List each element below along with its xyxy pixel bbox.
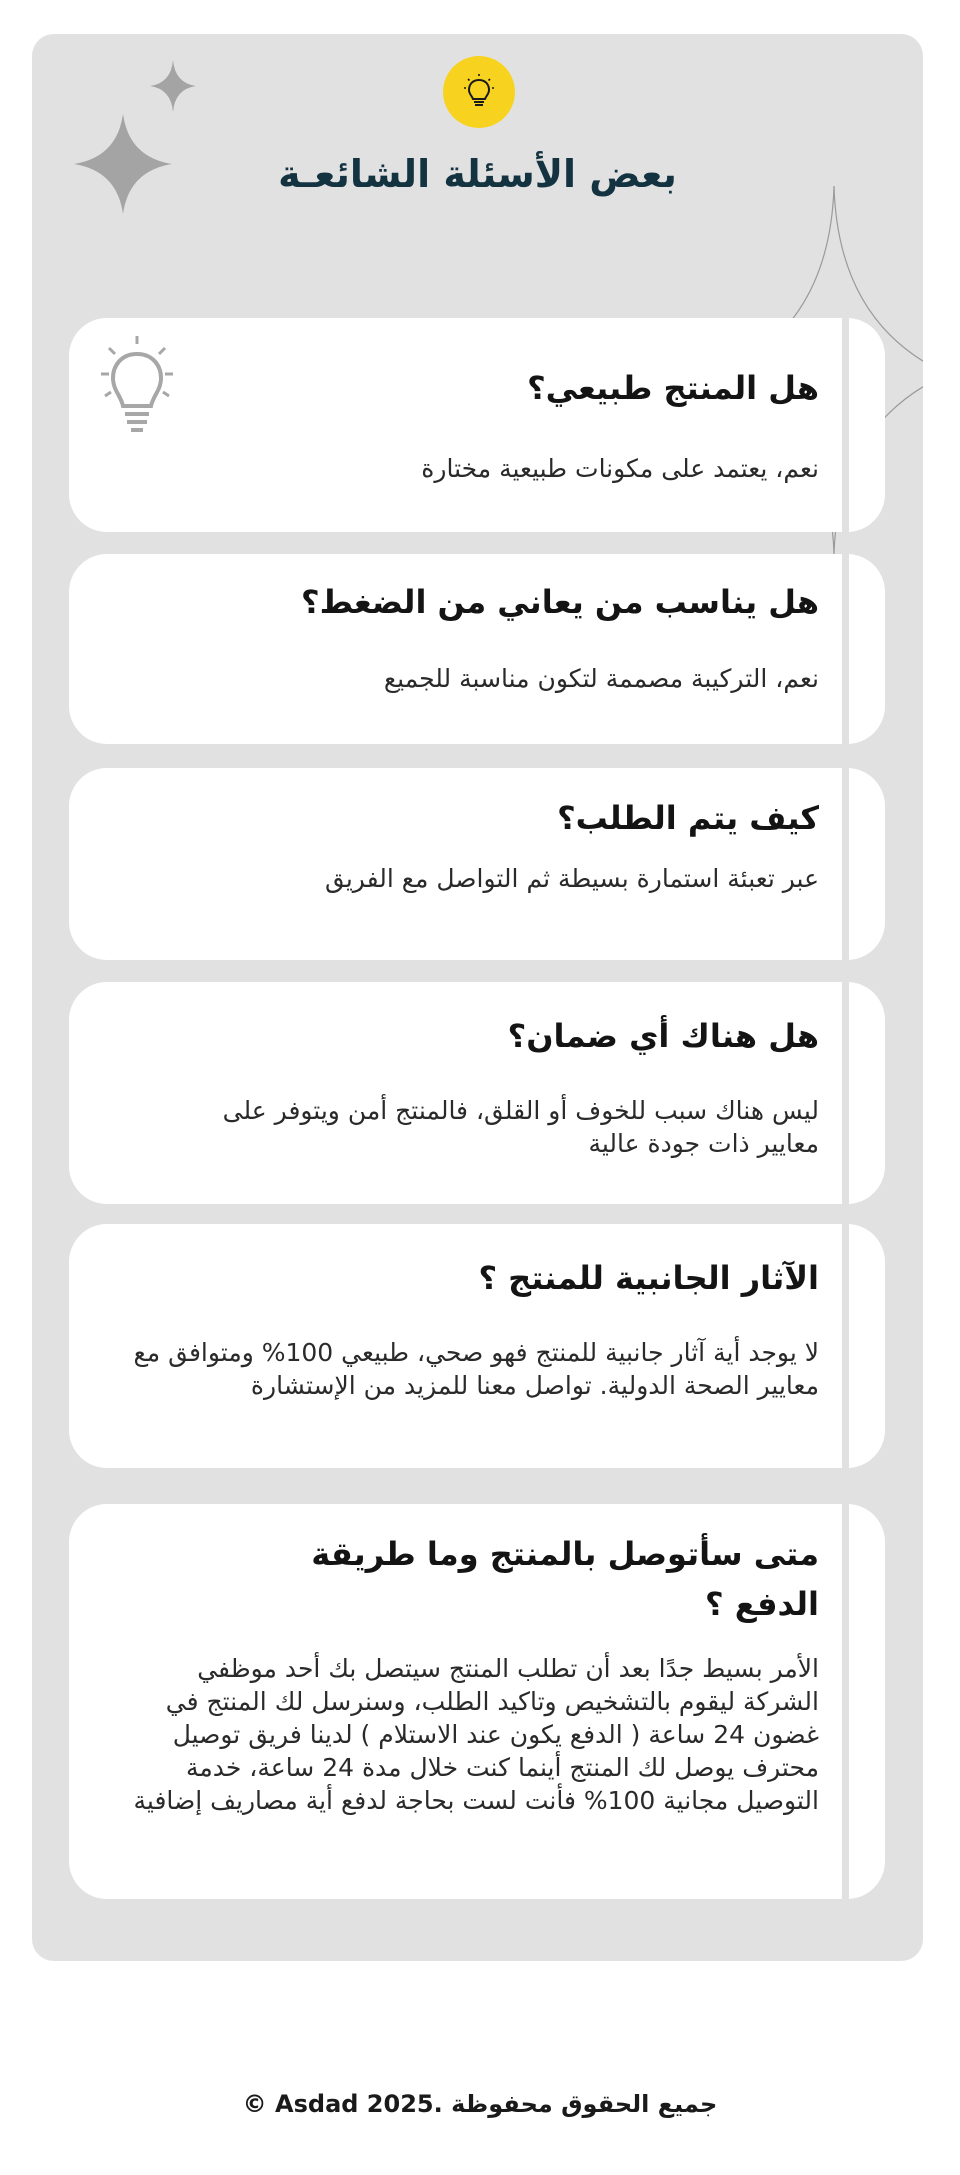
- faq-item-guarantee[interactable]: [69, 982, 885, 1204]
- page-title: بعض الأسئلة الشائعـة: [278, 152, 677, 196]
- faq-item-delivery-payment[interactable]: [69, 1504, 885, 1899]
- faq-item-ordering[interactable]: [69, 768, 885, 960]
- faq-answer: لا يوجد أية آثار جانبية للمنتج فهو صحي، طبيعي 100% ومتوافق مع معايير الصحة الدولية. تواصل معنا للمزيد من الإستشارة: [133, 1338, 819, 1400]
- faq-question: هل هناك أي ضمان؟: [507, 1017, 819, 1055]
- lightbulb-icon: [459, 72, 499, 112]
- faq-item-natural[interactable]: [69, 318, 885, 532]
- faq-item-pressure[interactable]: [69, 554, 885, 744]
- lightbulb-outline-icon: [87, 334, 187, 444]
- faq-answer: نعم، التركيبة مصممة لتكون مناسبة للجميع: [383, 664, 819, 693]
- faq-answer: نعم، يعتمد على مكونات طبيعية مختارة: [421, 454, 819, 483]
- faq-answer: الأمر بسيط جدًا بعد أن تطلب المنتج سيتصل بك أحد موظفي الشركة ليقوم بالتشخيص وتاكيد الطلب، وسنرسل لك المنتج في غضون 24 ساعة ( الدفع يكون عند الاستلام ) لدينا فريق توصيل محترف يوصل لك المنتج أينما كنت خلال مدة 24 ساعة، خدمة التوصيل مجانية 100% فأنت لست بحاجة لدفع أية مصاريف إضافية: [133, 1654, 819, 1815]
- faq-question: متى سأتوصل بالمنتج وما طريقة الدفع ؟: [311, 1535, 819, 1623]
- faq-answer: ليس هناك سبب للخوف أو القلق، فالمنتج أمن ويتوفر على معايير ذات جودة عالية: [222, 1096, 819, 1158]
- faq-question: هل المنتج طبيعي؟: [527, 369, 819, 407]
- faq-section: [32, 34, 923, 1961]
- faq-item-side-effects[interactable]: [69, 1224, 885, 1468]
- faq-question: الآثار الجانبية للمنتج ؟: [478, 1259, 819, 1297]
- faq-answer: عبر تعبئة استمارة بسيطة ثم التواصل مع الفريق: [324, 864, 819, 893]
- footer-copyright: جميع الحقوق محفوظة .Asdad 2025 ©: [242, 2090, 718, 2118]
- faq-question: هل يناسب من يعاني من الضغط؟: [301, 583, 819, 621]
- lightbulb-badge: [443, 56, 515, 128]
- faq-question: كيف يتم الطلب؟: [557, 799, 819, 837]
